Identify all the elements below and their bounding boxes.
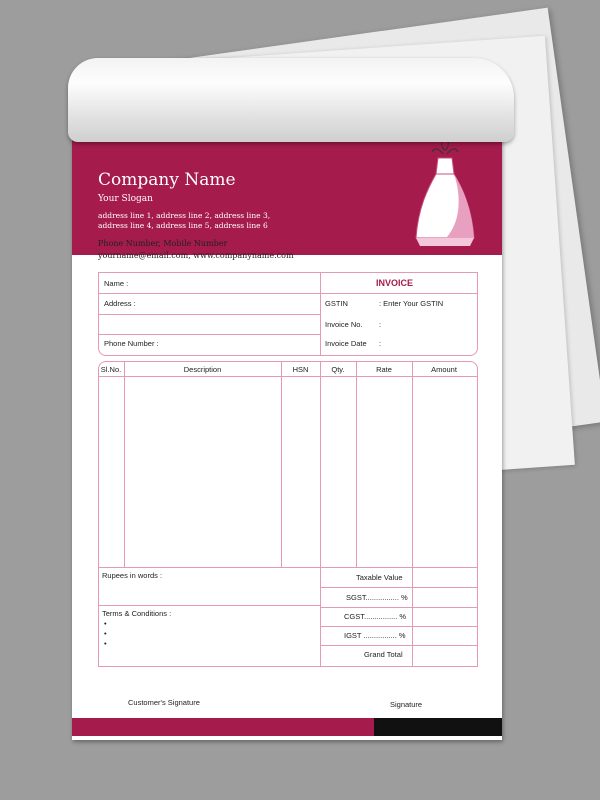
cgst-label: CGST................ % bbox=[344, 612, 407, 621]
col-header-rate: Rate bbox=[376, 365, 392, 374]
col-header-slno: Sl.No. bbox=[100, 365, 122, 374]
igst-label: IGST ................ % bbox=[344, 631, 406, 640]
totals-row-divider bbox=[320, 607, 477, 608]
gstin-label: GSTIN bbox=[325, 299, 348, 308]
column-divider bbox=[412, 361, 413, 666]
taxable-value-label: Taxable Value bbox=[356, 573, 403, 582]
terms-bullet: • bbox=[104, 629, 107, 638]
items-table bbox=[98, 361, 478, 667]
company-slogan: Your Slogan bbox=[98, 194, 153, 204]
address-label: Address : bbox=[104, 299, 136, 308]
totals-row-divider bbox=[320, 626, 477, 627]
signature-label: Signature bbox=[390, 700, 423, 709]
col-header-amount: Amount bbox=[431, 365, 457, 374]
contact-web: yourname@email.com, www.companyname.com bbox=[98, 251, 294, 260]
column-divider bbox=[281, 361, 282, 567]
divider bbox=[98, 293, 477, 294]
invoice-sheet bbox=[72, 120, 502, 740]
sgst-label: SGST................ % bbox=[346, 593, 408, 602]
contact-phone: Phone Number, Mobile Number bbox=[98, 239, 228, 248]
col-header-hsn: HSN bbox=[292, 365, 309, 374]
invoice-no-label: Invoice No. bbox=[325, 320, 363, 329]
name-label: Name : bbox=[104, 279, 129, 288]
invoice-date-label: Invoice Date bbox=[325, 339, 367, 348]
address-line-2: address line 4, address line 5, address line 6 bbox=[98, 221, 268, 230]
totals-row-divider bbox=[320, 587, 477, 588]
totals-divider bbox=[98, 567, 477, 568]
col-header-qty: Qty. bbox=[331, 365, 345, 374]
company-name: Company Name bbox=[98, 170, 236, 190]
invoice-date-colon: : bbox=[379, 339, 382, 348]
rupees-in-words-label: Rupees in words : bbox=[102, 571, 163, 580]
terms-bullet: • bbox=[104, 639, 107, 648]
terms-label: Terms & Conditions : bbox=[102, 609, 172, 618]
invoice-no-colon: : bbox=[379, 320, 382, 329]
address-line-1: address line 1, address line 2, address line 3, bbox=[98, 211, 271, 220]
divider bbox=[98, 334, 321, 335]
gstin-value: : Enter Your GSTIN bbox=[379, 299, 444, 308]
dress-logo-icon bbox=[410, 128, 480, 258]
column-divider bbox=[356, 361, 357, 567]
invoice-title: INVOICE bbox=[376, 278, 414, 288]
phone-number-label: Phone Number : bbox=[104, 339, 159, 348]
totals-row-divider bbox=[320, 645, 477, 646]
notepad-binding bbox=[68, 58, 514, 142]
column-divider bbox=[124, 361, 125, 567]
divider bbox=[98, 314, 321, 315]
footer-band-dark bbox=[374, 718, 502, 736]
grand-total-label: Grand Total bbox=[364, 650, 403, 659]
terms-divider bbox=[98, 605, 321, 606]
column-divider bbox=[320, 361, 321, 666]
col-header-description: Description bbox=[183, 365, 222, 374]
table-header-divider bbox=[98, 376, 477, 377]
terms-bullet: • bbox=[104, 619, 107, 628]
customer-signature-label: Customer's Signature bbox=[128, 698, 200, 707]
